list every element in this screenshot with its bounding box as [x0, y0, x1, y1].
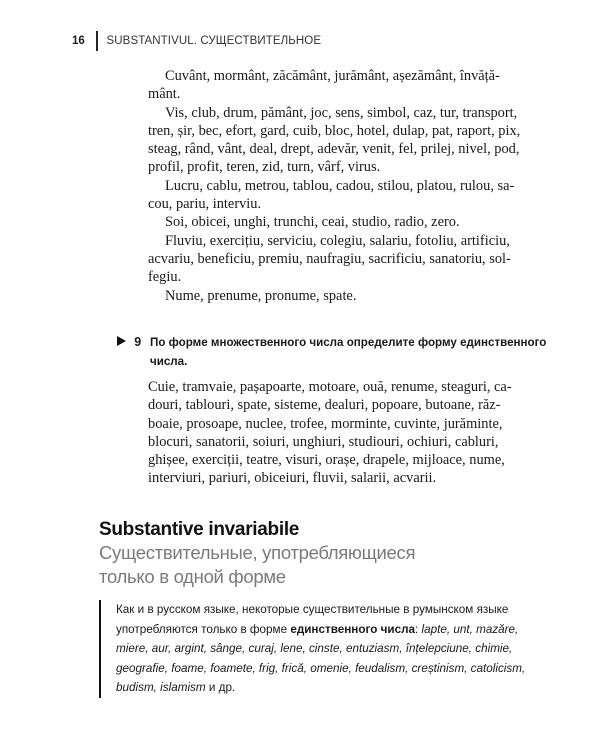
- text-line: Lucru, cablu, metrou, tablou, cadou, stilou, platou, rulou, sa-: [165, 177, 515, 194]
- text-line: Soi, obicei, unghi, trunchi, ceai, studio, radio, zero.: [165, 214, 460, 231]
- text-line: acvariu, beneficiu, premiu, naufragiu, sacrificiu, sanatoriu, sol-: [148, 250, 511, 267]
- exercise-marker: [116, 333, 141, 352]
- text-line: Cuvânt, mormânt, zăcământ, jurământ, așezământ, învăță-: [165, 68, 500, 84]
- text-line: tren, șir, bec, efort, gard, cuib, bloc, hotel, dulap, pat, raport, pix,: [148, 122, 521, 139]
- exercise-instruction-line: числа.: [150, 355, 188, 368]
- exercise-line: blocuri, sanatorii, soiuri, unghiuri, studiouri, ochiuri, cabluri,: [148, 433, 499, 450]
- note-line: Как и в русском языке, некоторые существительные в румынском языке: [116, 603, 509, 616]
- text-line: mânt.: [148, 86, 181, 103]
- exercise-line: Cuie, tramvaie, pașapoarte, motoare, ouă, renume, steaguri, ca-: [148, 379, 512, 395]
- exercise-instruction: [116, 333, 547, 371]
- note-line: budism, islamism и др.: [116, 681, 236, 695]
- text-line: Vis, club, drum, pământ, joc, sens, simbol, caz, tur, transport,: [165, 104, 518, 121]
- exercise-word-block: [148, 378, 512, 488]
- header-divider: [96, 31, 98, 51]
- text-line: cou, pariu, interviu.: [148, 196, 262, 213]
- exercise-line: interviuri, pariuri, obiceiuri, fluvii, salarii, acvarii.: [148, 470, 437, 487]
- page-number: 16: [72, 35, 85, 47]
- exercise-number: 9: [134, 335, 142, 349]
- exercise-line: douri, tablouri, spate, sisteme, dealuri, popoare, butoane, răz-: [148, 397, 501, 414]
- section-title: Substantive invariabile: [99, 519, 300, 540]
- rule-note: [99, 600, 536, 698]
- exercise-line: ghișee, exerciții, teatre, visuri, orașe, drapele, mijloace, nume,: [148, 452, 505, 469]
- section-subtitle: Существительные, употребляющиеся: [99, 542, 416, 563]
- text-line: profil, profit, teren, zid, turn, vârf, virus.: [148, 159, 381, 176]
- running-title: SUBSTANTIVUL. СУЩЕСТВИТЕЛЬНОЕ: [106, 35, 322, 47]
- note-line: geografie, foame, foamete, frig, frică, omenie, feudalism, creștinism, catolicism,: [116, 661, 526, 675]
- triangle-right-icon: [116, 335, 127, 347]
- exercise-line: boaie, prosoape, nuclee, trofee, morminte, cuvinte, jurăminte,: [148, 415, 503, 432]
- text-line: steag, rând, vânt, deal, drept, adevăr, venit, fel, prilej, nivel, pod,: [148, 141, 520, 158]
- text-line: fegiu.: [148, 269, 182, 286]
- note-line: miere, aur, argint, sânge, curaj, lene, cinste, entuziasm, înțelepciune, chimie,: [116, 642, 513, 656]
- text-line: Fluviu, exercițiu, serviciu, colegiu, salariu, fotoliu, artificiu,: [165, 232, 510, 249]
- text-line: Nume, prenume, pronume, spate.: [165, 287, 357, 304]
- running-header: [72, 30, 321, 52]
- word-list-block: [148, 67, 521, 305]
- note-emphasis: единственного числа: [290, 622, 415, 636]
- exercise-instruction-line: По форме множественного числа определите форму единственного: [150, 336, 547, 349]
- section-subtitle: только в одной форме: [99, 566, 286, 587]
- note-line: употребляются только в форме единственного числа: lapte, unt, mazăre,: [116, 622, 519, 636]
